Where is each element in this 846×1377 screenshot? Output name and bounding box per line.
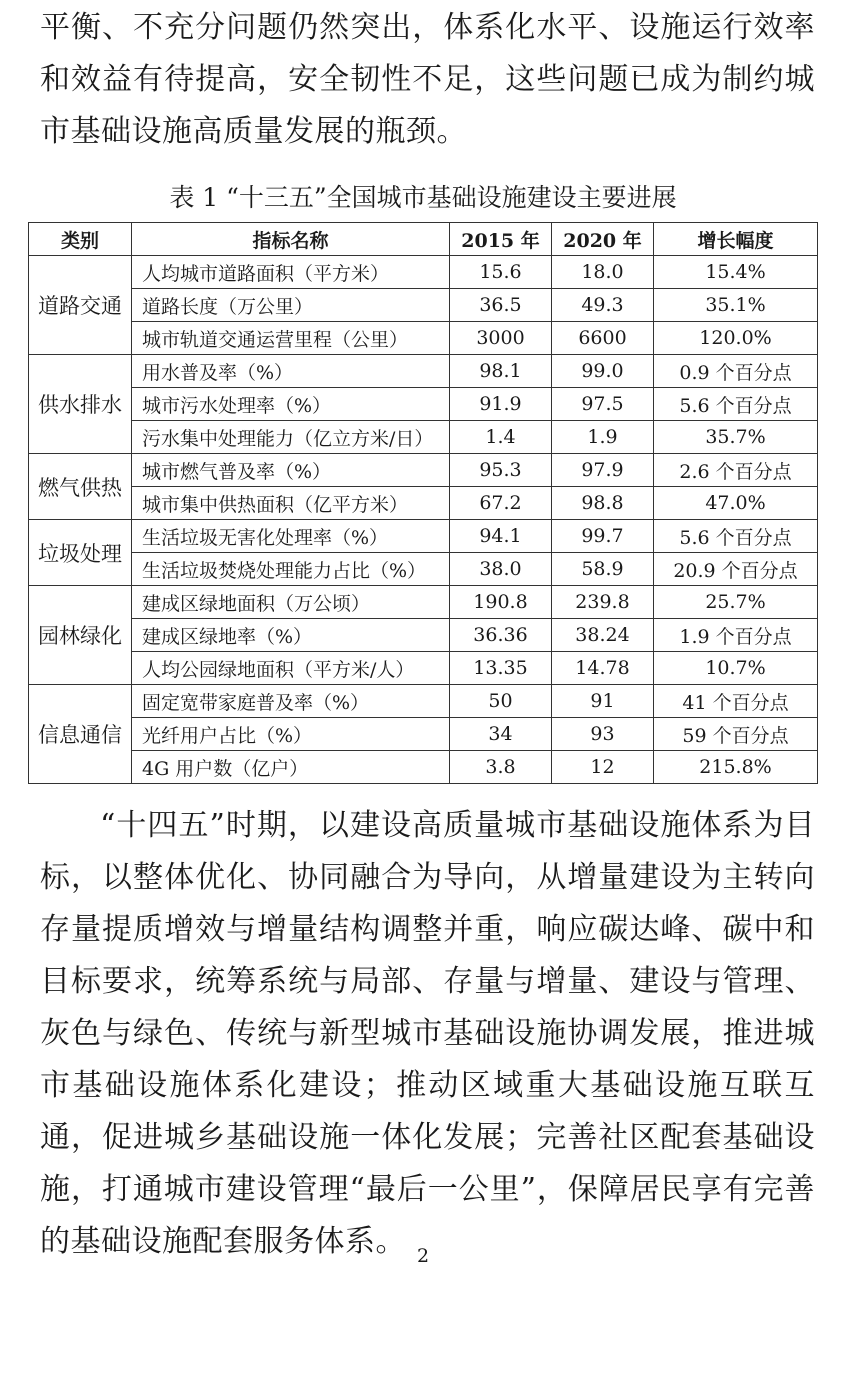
indicator-name-cell: 污水集中处理能力（亿立方米/日） — [132, 421, 450, 454]
growth-cell: 2.6 个百分点 — [654, 454, 818, 487]
table-row — [29, 289, 818, 322]
value-2015-cell: 1.4 — [450, 421, 552, 454]
bottom-paragraph: “十四五”时期，以建设高质量城市基础设施体系为目标，以整体优化、协同融合为导向，从增量建设为主转向存量提质增效与增量结构调整并重，响应碳达峰、碳中和目标要求，统筹系统与局部、存量与增量、建设与管理、灰色与绿色、传统与新型城市基础设施协调发展，推进城市基础设施体系化建设；推动区域重大基础设施互联互通，促进城乡基础设施一体化发展；完善社区配套基础设施，打通城市建设管理“最后一公里”，保障居民享有完善的基础设施配套服务体系。 — [40, 808, 815, 1259]
category-cell: 燃气供热 — [29, 454, 132, 520]
category-cell: 垃圾处理 — [29, 520, 132, 586]
value-2020-cell: 14.78 — [552, 652, 654, 685]
value-2015-cell: 50 — [450, 685, 552, 718]
value-2020-cell: 98.8 — [552, 487, 654, 520]
growth-cell: 35.7% — [654, 421, 818, 454]
value-2015-cell: 15.6 — [450, 256, 552, 289]
growth-cell: 35.1% — [654, 289, 818, 322]
value-2020-cell: 91 — [552, 685, 654, 718]
table-row — [29, 454, 818, 487]
table-row — [29, 421, 818, 454]
value-2020-cell: 6600 — [552, 322, 654, 355]
header-2020: 2020 年 — [552, 223, 654, 256]
category-cell: 供水排水 — [29, 355, 132, 454]
top-paragraph: 平衡、不充分问题仍然突出，体系化水平、设施运行效率和效益有待提高，安全韧性不足，这些问题已成为制约城市基础设施高质量发展的瓶颈。 — [40, 10, 815, 149]
value-2015-cell: 34 — [450, 718, 552, 751]
table-row — [29, 685, 818, 718]
table-row — [29, 652, 818, 685]
value-2015-cell: 3000 — [450, 322, 552, 355]
growth-cell: 5.6 个百分点 — [654, 520, 818, 553]
growth-cell: 1.9 个百分点 — [654, 619, 818, 652]
header-category: 类别 — [29, 223, 132, 256]
growth-cell: 20.9 个百分点 — [654, 553, 818, 586]
indicator-name-cell: 城市污水处理率（%） — [132, 388, 450, 421]
page-number: 2 — [416, 1245, 430, 1267]
value-2015-cell: 67.2 — [450, 487, 552, 520]
indicator-name-cell: 建成区绿地率（%） — [132, 619, 450, 652]
value-2015-cell: 38.0 — [450, 553, 552, 586]
indicator-name-cell: 人均公园绿地面积（平方米/人） — [132, 652, 450, 685]
value-2015-cell: 98.1 — [450, 355, 552, 388]
indicator-name-cell: 用水普及率（%） — [132, 355, 450, 388]
growth-cell: 25.7% — [654, 586, 818, 619]
table-row — [29, 718, 818, 751]
indicator-name-cell: 建成区绿地面积（万公顷） — [132, 586, 450, 619]
value-2020-cell: 97.5 — [552, 388, 654, 421]
value-2015-cell: 36.5 — [450, 289, 552, 322]
value-2015-cell: 13.35 — [450, 652, 552, 685]
table-row — [29, 487, 818, 520]
table-row — [29, 619, 818, 652]
category-cell: 园林绿化 — [29, 586, 132, 685]
table-row — [29, 751, 818, 784]
value-2015-cell: 190.8 — [450, 586, 552, 619]
category-cell: 信息通信 — [29, 685, 132, 784]
table-row — [29, 355, 818, 388]
table-row — [29, 256, 818, 289]
table-header-row — [29, 223, 818, 256]
growth-cell: 10.7% — [654, 652, 818, 685]
growth-cell: 120.0% — [654, 322, 818, 355]
indicator-name-cell: 城市集中供热面积（亿平方米） — [132, 487, 450, 520]
value-2015-cell: 36.36 — [450, 619, 552, 652]
growth-cell: 215.8% — [654, 751, 818, 784]
table-row — [29, 553, 818, 586]
growth-cell: 47.0% — [654, 487, 818, 520]
value-2015-cell: 91.9 — [450, 388, 552, 421]
header-growth: 增长幅度 — [654, 223, 818, 256]
value-2020-cell: 1.9 — [552, 421, 654, 454]
value-2020-cell: 58.9 — [552, 553, 654, 586]
value-2020-cell: 49.3 — [552, 289, 654, 322]
indicator-name-cell: 人均城市道路面积（平方米） — [132, 256, 450, 289]
indicator-name-cell: 生活垃圾焚烧处理能力占比（%） — [132, 553, 450, 586]
value-2015-cell: 95.3 — [450, 454, 552, 487]
indicator-name-cell: 固定宽带家庭普及率（%） — [132, 685, 450, 718]
table-caption: 表 1 “十三五”全国城市基础设施建设主要进展 — [169, 183, 677, 212]
value-2020-cell: 97.9 — [552, 454, 654, 487]
value-2020-cell: 38.24 — [552, 619, 654, 652]
value-2020-cell: 18.0 — [552, 256, 654, 289]
progress-table — [28, 222, 818, 784]
value-2015-cell: 3.8 — [450, 751, 552, 784]
table-row — [29, 586, 818, 619]
table-row — [29, 388, 818, 421]
growth-cell: 41 个百分点 — [654, 685, 818, 718]
indicator-name-cell: 光纤用户占比（%） — [132, 718, 450, 751]
indicator-name-cell: 4G 用户数（亿户） — [132, 751, 450, 784]
indicator-name-cell: 城市燃气普及率（%） — [132, 454, 450, 487]
growth-cell: 5.6 个百分点 — [654, 388, 818, 421]
growth-cell: 15.4% — [654, 256, 818, 289]
value-2020-cell: 239.8 — [552, 586, 654, 619]
value-2015-cell: 94.1 — [450, 520, 552, 553]
value-2020-cell: 12 — [552, 751, 654, 784]
growth-cell: 0.9 个百分点 — [654, 355, 818, 388]
indicator-name-cell: 城市轨道交通运营里程（公里） — [132, 322, 450, 355]
header-indicator: 指标名称 — [132, 223, 450, 256]
value-2020-cell: 93 — [552, 718, 654, 751]
value-2020-cell: 99.0 — [552, 355, 654, 388]
growth-cell: 59 个百分点 — [654, 718, 818, 751]
category-cell: 道路交通 — [29, 256, 132, 355]
value-2020-cell: 99.7 — [552, 520, 654, 553]
table-row — [29, 322, 818, 355]
indicator-name-cell: 生活垃圾无害化处理率（%） — [132, 520, 450, 553]
table-row — [29, 520, 818, 553]
header-2015: 2015 年 — [450, 223, 552, 256]
indicator-name-cell: 道路长度（万公里） — [132, 289, 450, 322]
